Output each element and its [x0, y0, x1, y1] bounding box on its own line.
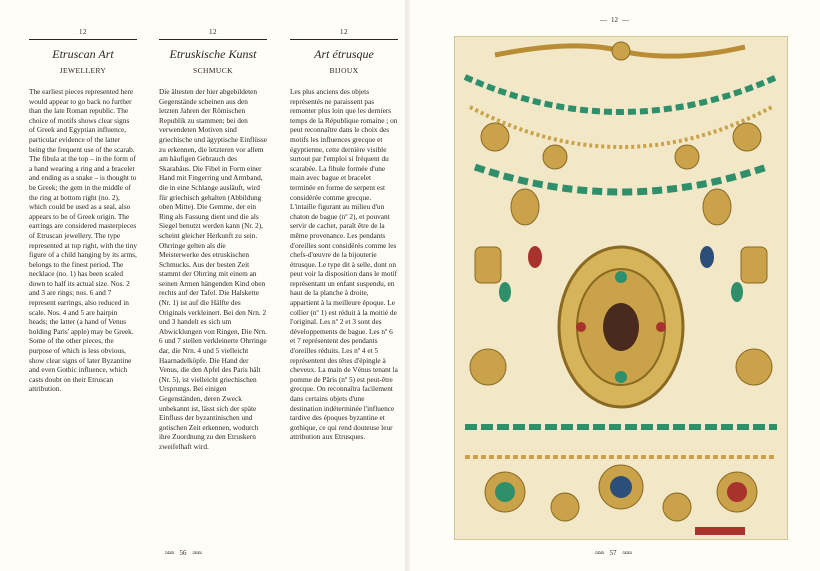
- ornament-icon: ≈≈≈: [165, 549, 174, 557]
- ornament-icon: ≈≈≈: [622, 549, 632, 557]
- dash-icon: —: [622, 16, 629, 24]
- divider: [159, 39, 267, 40]
- page-folio: [165, 549, 201, 557]
- plate-number: 12: [340, 28, 348, 36]
- divider: [29, 39, 137, 40]
- column-french: [290, 28, 398, 442]
- column-body: The earliest pieces represented here would appear to go back no further than the late Roman republic. The choice of motifs shows clear signs of Greek and Egyptian influence, particular evidence of the latter being the frequent use of the scarab. The fibula at the top – in the form of a hand wearing a ring and a bracelet and ending as a snake – is thought to be Greek; the gem in the middle of the ring at bottom right (no. 2), which could be used as a seal, also appears to be of Greek origin. The earrings are considered masterpieces of Etruscan jewellery. The type represented at top right, with the tiny figure of a child hanging by its arms, belongs to the finest period. The necklace (no. 1) has been scaled down to half its actual size. Nos. 2 and 3 are rings; nos. 6 and 7 represent earrings, also reduced in scale. Nos. 4 and 5 are hairpin heads; the latter (a hand of Venus holding Paris' apple) may be Greek. Some of the other pieces, the purpose of which is less obvious, show clear signs of later Byzantine and even Gothic influence, which casts doubt on their Etruscan attribution.: [29, 87, 138, 394]
- column-subtitle: SCHMUCK: [193, 66, 233, 75]
- plate-number: 12: [611, 16, 618, 24]
- plate-number: 12: [79, 28, 87, 36]
- column-title: Etruskische Kunst: [169, 47, 257, 61]
- ornament-icon: ≈≈≈: [595, 549, 604, 557]
- column-body: Die ältesten der hier abgebildeten Gegenstände scheinen aus den letzten Jahren der Römischen Republik zu stammen; bei den verwendeten Motiven sind griechische und ägyptische Einflüsse zu erkennen, die letzteren vor allem am häufigen Gebrauch des Skarabäus. Die Fibel in Form einer Hand mit Fingerring und Armband, die in eine Schlange ausläuft, wird für griechisch gehalten (Abbildung oben Mitte). Die Gemme, der ein Ring als Fassung dient und die als Siegel benutzt werden kann (Nr. 2), scheint gleicher Herkunft zu sein. Ohrringe gelten als die Meisterwerke des etruskischen Schmucks. Aus der besten Zeit stammt der Ohrring mit einem an seinen Armen hängenden Kind oben rechts auf der Tafel. Die Halskette (Nr. 1) ist auf die Hälfte des Originals verkleinert. Bei den Nrn. 2 und 3 handelt es sich um Abwicklungen von Ringen, Die Nrn. 6 und 7 stellen verkleinerte Ohrringe dar, die Nrn. 4 und 5 vielleicht Haarnadelköpfe. Die Hand der Venus, die den Apfel des Paris hält (Nr. 5), ist vielleicht griechischen Ursprungs. Bei einigen Gegenständen, deren Zweck unbekannt ist, lässt sich der späte Einfluss der byzantinischen und gotischen Zeit erkennen, wodurch ihre Zuordnung zu den Etruskern zweifelhaft wird.: [159, 87, 268, 451]
- page-folio: [595, 549, 631, 557]
- column-title: Etruscan Art: [52, 47, 114, 61]
- plate-number: 12: [209, 28, 217, 36]
- page-number: 57: [609, 549, 617, 557]
- plate-header: [600, 16, 629, 24]
- column-title: Art étrusque: [314, 47, 374, 61]
- dash-icon: —: [600, 16, 607, 24]
- column-body: Les plus anciens des objets représentés ne paraissent pas remonter plus loin que les derniers temps de la République romaine ; on peut reconnaître dans le choix des motifs les influences grecque et égyptienne, cette dernière visible surtout par l'emploi si fréquent du scarabée. La fibule formée d'une main avec bague et bracelet terminée en forme de serpent est considérée comme grecque. L'intaille figurant au milieu d'un chaton de bague (nº 2), et pouvant servir de cachet, paraît être de la même provenance. Les pendants d'oreilles sont considérés comme les chefs-d'œuvre de la bijouterie étrusque. Le type dit à selle, dont on peut voir la disposition dans le motif représentant un enfant suspendu, en haut de la planche à droite, appartient à la meilleure époque. Le collier (nº 1) est réduit à la moitié de l'original. Les nº 2 et 3 sont des développements de bague. Les nº 6 et 7 représentent des pendants d'oreilles réduits. Les nº 4 et 5 représentent des têtes d'épingle à cheveux. La main de Vénus tenant la pomme de Pâris (nº 5) est peut-être grecque. On reconnaîtra facilement dans certains objets d'une destination indéterminée l'influence tardive des époques byzantine et gothique, ce qui rend douteuse leur attribution aux Etrusques.: [290, 87, 398, 442]
- page-number: 56: [179, 549, 187, 557]
- divider: [290, 39, 398, 40]
- ornament-icon: ≈≈≈: [192, 549, 202, 557]
- column-german: [159, 28, 267, 452]
- column-subtitle: BIJOUX: [329, 66, 359, 75]
- column-english: [29, 28, 137, 394]
- jewellery-plate-illustration: [454, 36, 788, 540]
- right-page: [410, 0, 820, 571]
- column-subtitle: JEWELLERY: [59, 66, 107, 75]
- jewellery-illustration: [455, 37, 787, 539]
